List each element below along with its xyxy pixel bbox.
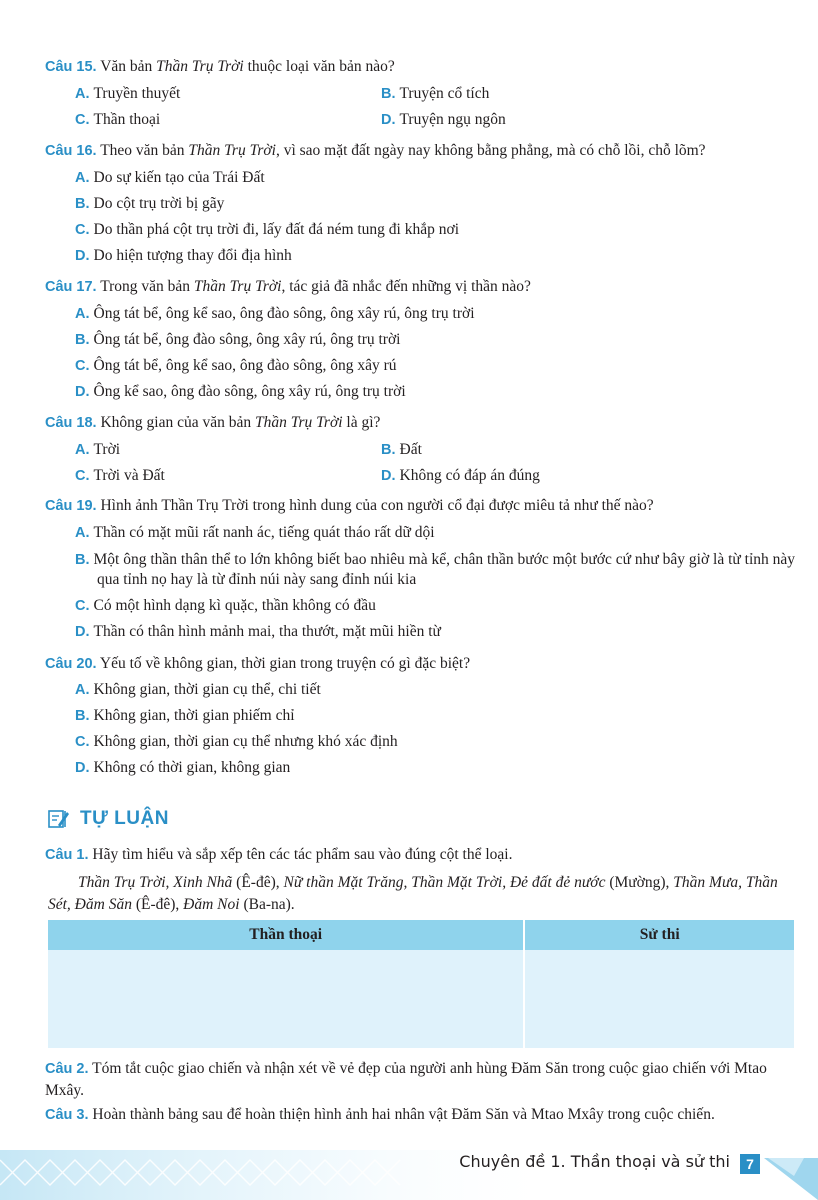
- option-letter: C.: [75, 358, 90, 374]
- option-c[interactable]: [75, 111, 160, 129]
- genre-table: [48, 920, 794, 1048]
- work-titles: Thần Mưa, Thần Sét, Đăm Săn: [48, 874, 778, 913]
- option-text: Do cột trụ trời bị gãy: [93, 195, 225, 212]
- ethnic-group: (Ba-na).: [239, 896, 295, 913]
- option-letter: B.: [75, 196, 90, 212]
- option-text: Ông tát bể, ông kể sao, ông đào sông, ông xây rú: [93, 357, 397, 374]
- question-number: Câu 15.: [45, 59, 97, 75]
- question-text: là gì?: [342, 414, 381, 431]
- option-letter: C.: [75, 112, 90, 128]
- option-letter: D.: [75, 760, 90, 776]
- question-number: Câu 18.: [45, 415, 97, 431]
- option-text: Ông kể sao, ông đào sông, ông xây rú, ông trụ trời: [93, 383, 406, 400]
- option-a[interactable]: [75, 441, 120, 459]
- option-c[interactable]: [75, 221, 459, 239]
- option-text: Do hiện tượng thay đổi địa hình: [93, 247, 292, 264]
- option-text: Truyện cổ tích: [399, 85, 490, 102]
- question-number: Câu 20.: [45, 656, 97, 672]
- option-b[interactable]: [75, 331, 400, 349]
- option-text: Do sự kiến tạo của Trái Đất: [93, 169, 265, 186]
- option-d[interactable]: [381, 111, 506, 129]
- option-letter: C.: [75, 468, 90, 484]
- option-d[interactable]: [381, 467, 540, 485]
- option-text: Không có thời gian, không gian: [93, 759, 291, 776]
- option-letter: D.: [381, 112, 396, 128]
- pencil-note-icon: [48, 809, 70, 829]
- ethnic-group: (Ê-đê),: [232, 874, 284, 891]
- option-b[interactable]: [75, 707, 295, 725]
- option-letter: A.: [75, 682, 90, 698]
- option-a[interactable]: [75, 85, 180, 103]
- option-text: Truyện ngụ ngôn: [399, 111, 506, 128]
- work-title: Thần Trụ Trời: [188, 142, 276, 159]
- option-text: Thần có thân hình mảnh mai, tha thướt, mặt mũi hiền từ: [93, 623, 441, 640]
- option-letter: B.: [75, 332, 90, 348]
- option-d[interactable]: [75, 247, 292, 265]
- option-b[interactable]: [381, 441, 422, 459]
- option-text: Một ông thần thân thể to lớn không biết bao nhiêu mà kể, chân thần bước một bước cứ như bây giờ là từ tỉnh này qua tỉnh nọ hay là từ đỉnh núi này sang đỉnh núi kia: [93, 551, 796, 588]
- option-letter: C.: [75, 734, 90, 750]
- question-text: Tóm tắt cuộc giao chiến và nhận xét về vẻ đẹp của người anh hùng Đăm Săn trong cuộc giao chiến với Mtao Mxây.: [45, 1060, 767, 1099]
- option-text: Thần có mặt mũi rất nanh ác, tiếng quát tháo rất dữ dội: [93, 524, 435, 541]
- option-letter: C.: [75, 222, 90, 238]
- option-letter: A.: [75, 525, 90, 541]
- option-letter: B.: [381, 86, 396, 102]
- question-20: [45, 655, 794, 673]
- option-b[interactable]: [75, 550, 817, 590]
- essay-question-2: [45, 1058, 794, 1101]
- option-c[interactable]: [75, 733, 398, 751]
- option-text: Không có đáp án đúng: [399, 467, 540, 484]
- option-text: Do thần phá cột trụ trời đi, lấy đất đá ném tung đi khắp nơi: [93, 221, 459, 238]
- question-text: , tác giả đã nhắc đến những vị thần nào?: [281, 278, 531, 295]
- option-c[interactable]: [75, 597, 376, 615]
- option-d[interactable]: [75, 383, 406, 401]
- page-number: 7: [740, 1154, 760, 1174]
- option-b[interactable]: [75, 195, 224, 213]
- question-text: Yếu tố về không gian, thời gian trong truyện có gì đặc biệt?: [96, 655, 471, 672]
- question-text: Theo văn bản: [96, 142, 189, 159]
- option-text: Trời: [93, 441, 121, 458]
- question-18: [45, 414, 794, 432]
- option-letter: B.: [75, 708, 90, 724]
- footer-triangle-decoration: [764, 1150, 818, 1200]
- column-header-su-thi: Sử thi: [524, 920, 794, 950]
- option-letter: D.: [75, 624, 90, 640]
- option-text: Trời và Đất: [93, 467, 165, 484]
- option-text: Ông tát bể, ông đào sông, ông xây rú, ông trụ trời: [93, 331, 401, 348]
- work-titles: Nữ thần Mặt Trăng, Thần Mặt Trời, Đẻ đất đẻ nước: [283, 874, 606, 891]
- ethnic-group: (Mường),: [605, 874, 674, 891]
- question-19: [45, 497, 794, 515]
- option-c[interactable]: [75, 467, 165, 485]
- question-number: Câu 2.: [45, 1061, 89, 1077]
- question-text: Hoàn thành bảng sau để hoàn thiện hình ảnh hai nhân vật Đăm Săn và Mtao Mxây trong cuộc chiến.: [88, 1106, 715, 1123]
- column-header-than-thoai: Thần thoại: [48, 920, 524, 950]
- essay-question-1: [45, 846, 794, 864]
- option-letter: A.: [75, 306, 90, 322]
- question-text: , vì sao mặt đất ngày nay không bằng phẳng, mà có chỗ lồi, chỗ lõm?: [275, 142, 706, 159]
- work-titles: Thần Trụ Trời, Xinh Nhã: [78, 874, 233, 891]
- option-letter: B.: [75, 552, 90, 568]
- question-number: Câu 1.: [45, 847, 89, 863]
- question-number: Câu 17.: [45, 279, 97, 295]
- option-a[interactable]: [75, 305, 475, 323]
- option-text: Không gian, thời gian cụ thể nhưng khó xác định: [93, 733, 398, 750]
- answer-cell-than-thoai[interactable]: [48, 950, 524, 1048]
- question-number: Câu 16.: [45, 143, 97, 159]
- option-letter: A.: [75, 86, 90, 102]
- option-text: Không gian, thời gian cụ thể, chi tiết: [93, 681, 321, 698]
- option-letter: D.: [381, 468, 396, 484]
- option-text: Có một hình dạng kì quặc, thần không có đầu: [93, 597, 376, 614]
- question-text: Trong văn bản: [96, 278, 194, 295]
- option-letter: B.: [381, 442, 396, 458]
- option-d[interactable]: [75, 759, 290, 777]
- option-a[interactable]: [75, 681, 321, 699]
- answer-cell-su-thi[interactable]: [524, 950, 794, 1048]
- question-number: Câu 3.: [45, 1107, 89, 1123]
- ethnic-group: (Ê-đê),: [131, 896, 184, 913]
- question-text: Văn bản: [96, 58, 157, 75]
- option-a[interactable]: [75, 169, 265, 187]
- chapter-footer: Chuyên đề 1. Thần thoại và sử thi: [459, 1152, 730, 1171]
- option-text: Ông tát bể, ông kể sao, ông đào sông, ông xây rú, ông trụ trời: [93, 305, 475, 322]
- question-number: Câu 19.: [45, 498, 97, 514]
- work-title: Thần Trụ Trời: [156, 58, 244, 75]
- question-text: Không gian của văn bản: [96, 414, 255, 431]
- question-text: Hãy tìm hiểu và sắp xếp tên các tác phẩm sau vào đúng cột thể loại.: [88, 846, 513, 863]
- question-text: Hình ảnh Thần Trụ Trời trong hình dung của con người cổ đại được miêu tả như thế nào?: [96, 497, 654, 514]
- option-d[interactable]: [75, 623, 441, 641]
- option-letter: D.: [75, 384, 90, 400]
- option-text: Không gian, thời gian phiếm chỉ: [93, 707, 295, 724]
- work-title: Thần Trụ Trời: [255, 414, 343, 431]
- work-titles: Đăm Noi: [183, 896, 240, 913]
- option-text: Đất: [399, 441, 422, 458]
- option-letter: C.: [75, 598, 90, 614]
- option-c[interactable]: [75, 357, 397, 375]
- question-16: [45, 142, 794, 160]
- section-heading: [48, 808, 169, 830]
- question-text: thuộc loại văn bản nào?: [243, 58, 395, 75]
- works-list: [48, 872, 796, 916]
- option-text: Thần thoại: [93, 111, 161, 128]
- section-title: TỰ LUẬN: [80, 808, 169, 829]
- option-b[interactable]: [381, 85, 489, 103]
- essay-question-3: [45, 1106, 794, 1124]
- option-a[interactable]: [75, 524, 435, 542]
- option-text: Truyền thuyết: [93, 85, 181, 102]
- option-letter: A.: [75, 442, 90, 458]
- option-letter: D.: [75, 248, 90, 264]
- question-17: [45, 278, 794, 296]
- work-title: Thần Trụ Trời: [193, 278, 282, 295]
- question-15: [45, 58, 794, 76]
- option-letter: A.: [75, 170, 90, 186]
